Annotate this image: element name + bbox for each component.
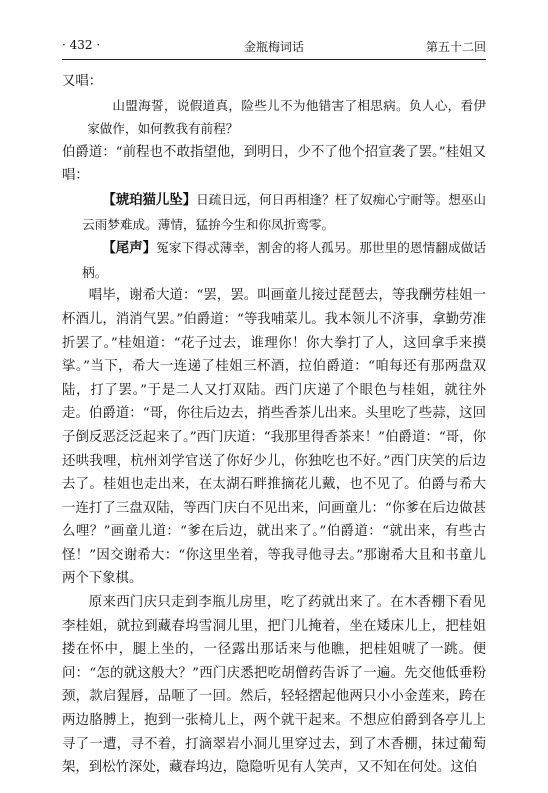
paragraph: 又唱： [62, 74, 103, 89]
paragraph: 唱毕，谢希大道：“罢，罢。叫画童儿接过琵琶去，等我酬劳桂姐一杯酒儿，消消气罢。”伯爵道：“等我哺菜儿。我本领儿不济事，拿勤劳准折罢了。”桂姐道：“花子过去，谁理你！你大拳打了人，这回拿手来摸挲。”当下，希大一连递了桂姐三杯酒，拉伯爵道：“咱每还有那两盘双陆，打了罢。”于是二人又打双陆。西门庆递了个眼色与桂姐，就往外走。伯爵道：“哥，你往后边去，捎些香茶儿出来。头里吃了些蒜，这回子倒反恶泛泛起来了。”西门庆道：“我那里得香茶来！”伯爵道：“哥，你还哄我哩，杭州刘学官送了你好少儿，你独吃也不好。”西门庆笑的后边去了。桂姐也走出来，在太湖石畔推摘花儿戴，也不见了。伯爵与希大一连打了三盘双陆，等西门庆白不见出来，问画童儿：“你爹在后边做甚么哩？”画童儿道：“爹在后边，就出来了。”伯爵道：“就出来，有些古怪！”因交谢希大：“你这里坐着，等我寻他寻去。”那谢希大且和书童儿两个下象棋。 [62, 288, 486, 587]
running-header [62, 34, 486, 56]
book-title: 金瓶梅词话 [243, 40, 305, 54]
chapter-title: 第五十二回 [425, 40, 486, 54]
verse-text: 日疏日远，何日再相逢？枉了奴痴心宁耐等。想巫山云雨梦难成。薄情，猛拚今生和你凤折鸾零。 [82, 191, 487, 232]
paragraph: 原来西门庆只走到李瓶儿房里，吃了药就出来了。在木香棚下看见李桂姐，就拉到藏春坞雪洞儿里，把门儿掩着，坐在矮床儿上，把桂姐搂在怀中，腿上坐的，一径露出那话来与他瞧，把桂姐唬了一跳。便问：“怎的就这般大？”西门庆悉把吃胡僧药告诉了一遍。先交他低垂粉颈，款启猩唇，品咂了一回。然后，轻轻摺起他两只小小金莲来，跨在两边胳膊上，抱到一张椅儿上，两个就干起来。不想应伯爵到各亭儿上寻了一遭，寻不着，打滴翠岩小洞儿里穿过去，到了木香棚，抹过葡萄架，到松竹深处，藏春坞边，隐隐听见有人笑声，又不知在何处。这伯 [62, 595, 486, 776]
verse-text: 冤家下得忒薄幸，割舍的将人孤另。那世里的恩情翻成做话柄。 [82, 240, 487, 280]
tune-name: 【琥珀猫儿坠】 [102, 191, 197, 208]
paragraph: 伯爵道：“前程也不敢指望他，到明日，少不了他个招宣袭了罢。”桂姐又唱： [62, 144, 486, 184]
page-number: · 432 · [62, 38, 101, 52]
verse-paragraph [62, 236, 486, 284]
page-body [62, 70, 486, 780]
verse-paragraph [62, 188, 486, 236]
verse-paragraph: 山盟海誓，说假道真，险些儿不为他错害了相思病。负人心，看伊家做作，如何教我有前程？ [87, 97, 486, 137]
tune-name: 【尾声】 [102, 240, 157, 257]
header-rule [62, 59, 486, 60]
